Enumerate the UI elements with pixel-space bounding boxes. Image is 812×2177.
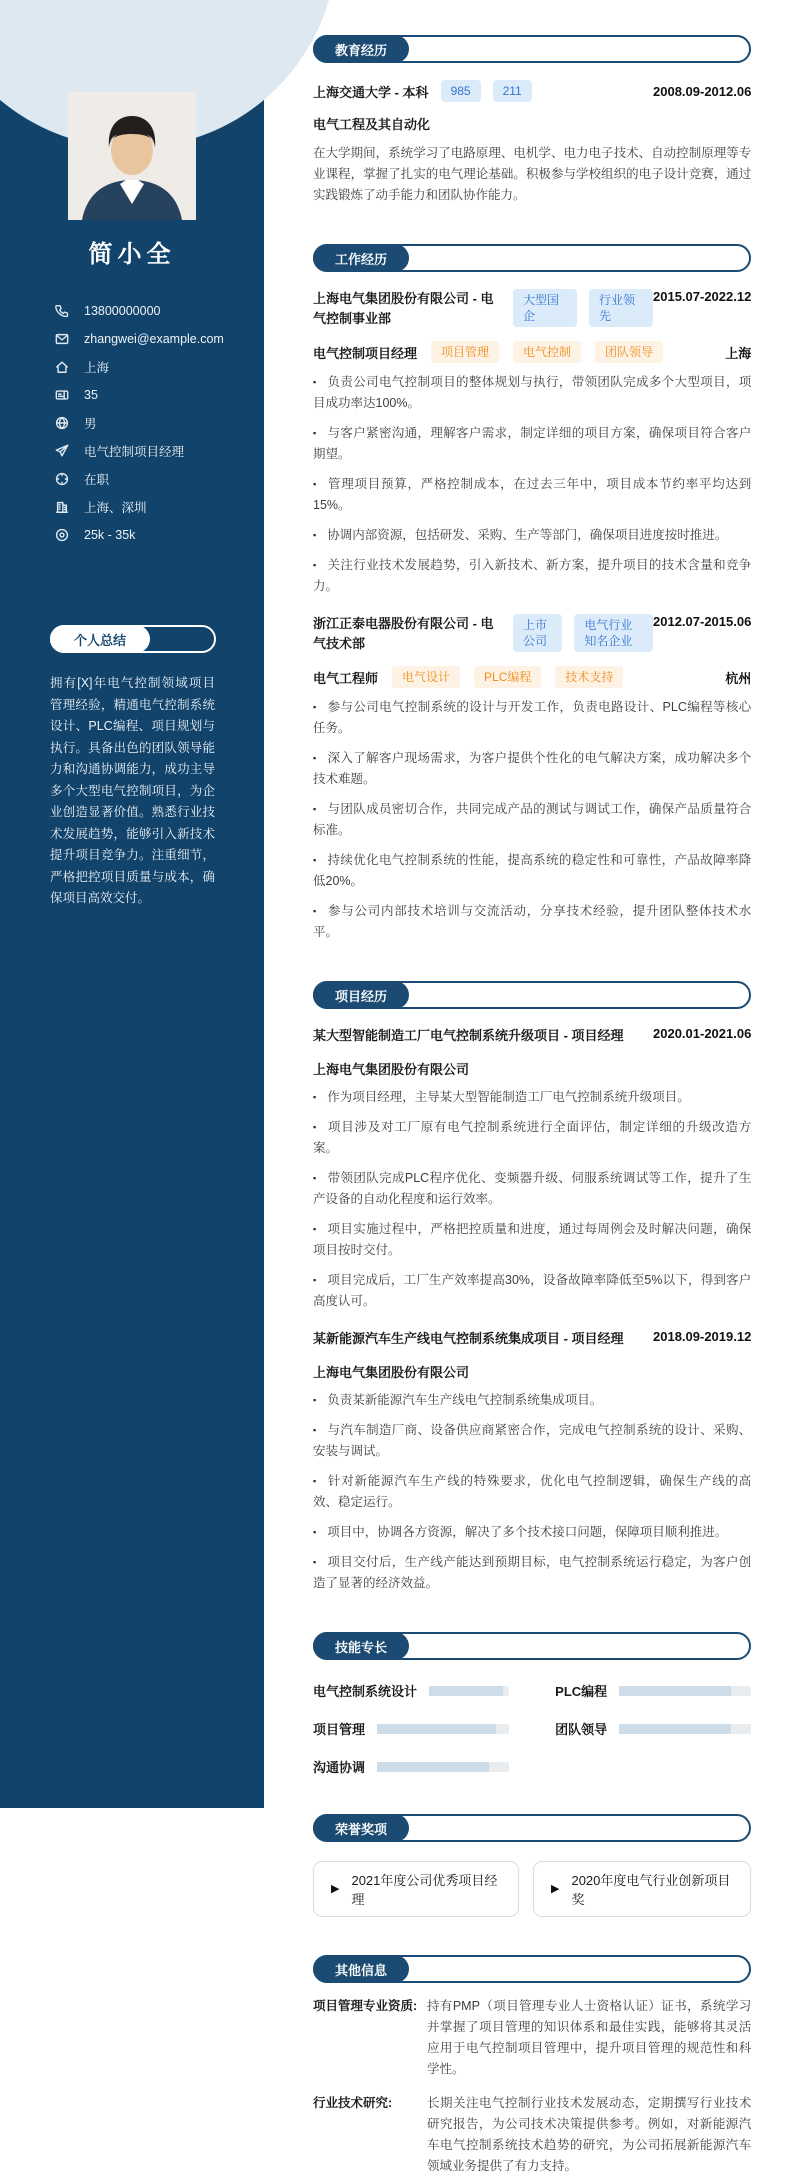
contact-location-value: 上海: [84, 361, 110, 375]
education-entry-header: [313, 80, 751, 102]
bullet-icon: ▪: [313, 753, 317, 763]
contact-phone-value: 13800000000: [84, 304, 161, 318]
project-bullet: ▪ 项目涉及对工厂原有电气控制系统进行全面评估，制定详细的升级改造方案。: [313, 1120, 752, 1155]
bullet-icon: ▪: [313, 1425, 317, 1435]
project-bullet: ▪ 项目中，协调各方资源，解决了多个技术接口问题，保障项目顺利推进。: [313, 1525, 728, 1539]
project-bullet: ▪ 带领团队完成PLC程序优化、变频器升级、伺服系统调试等工作，提升了生产设备的自动化程度和运行效率。: [313, 1171, 752, 1206]
projects-section: [313, 981, 751, 1594]
contact-list: [0, 297, 264, 549]
bullet-icon: ▪: [313, 1527, 317, 1537]
summary-text: 拥有[X]年电气控制领域项目管理经验，精通电气控制系统设计、PLC编程、项目规划与执行。具备出色的团队领导能力和沟通协调能力，成功主导多个大型电气控制项目，为企业创造显著价值。熟悉行业技术发展趋势，能够引入新技术提升项目竞争力。注重细节，严格把控项目质量与成本，确保项目高效交付。: [50, 676, 215, 905]
summary-section-title: 个人总结: [50, 625, 150, 653]
company-badge: 电气行业知名企业: [574, 614, 653, 652]
contact-phone: [55, 297, 244, 325]
projects-section-title: 项目经历: [313, 981, 409, 1009]
contact-cities: [55, 493, 244, 521]
contact-gender: [55, 409, 244, 437]
job-date: 2015.07-2022.12: [653, 289, 752, 304]
skill-bar: [619, 1686, 751, 1696]
project-company: 上海电气集团股份有限公司: [313, 1365, 470, 1380]
bullet-icon: ▪: [313, 1092, 317, 1102]
badge-985: 985: [441, 80, 481, 102]
contact-location: [55, 353, 244, 381]
bullet-icon: ▪: [313, 1557, 317, 1567]
education-description: 在大学期间，系统学习了电路原理、电机学、电力电子技术、自动控制原理等专业课程，掌握了扎实的电气理论基础。积极参与学校组织的电子设计竞赛，通过实践锻炼了动手能力和团队协作能力。: [313, 146, 752, 202]
job-bullet: ▪ 深入了解客户现场需求，为客户提供个性化的电气解决方案，成功解决多个技术难题。: [313, 751, 752, 786]
company-badge: 大型国企: [513, 289, 577, 327]
skill-bar-fill: [619, 1686, 731, 1696]
bullet-icon: ▪: [313, 1476, 317, 1486]
other-info-label: 行业技术研究:: [313, 2096, 393, 2110]
paper-plane-icon: [55, 444, 69, 458]
honors-section: [313, 1814, 751, 1917]
honor-label: 2021年度公司优秀项目经理: [351, 1873, 498, 1907]
project-bullet: ▪ 负责某新能源汽车生产线电气控制系统集成项目。: [313, 1393, 603, 1407]
company-name: 上海电气集团股份有限公司 - 电气控制事业部: [313, 291, 494, 326]
contact-salary-value: 25k - 35k: [84, 528, 136, 542]
job-bullet: ▪ 协调内部资源，包括研发、采购、生产等部门，确保项目进度按时推进。: [313, 528, 728, 542]
other-info-section-header: [313, 1955, 751, 1983]
summary-section-header: [50, 625, 216, 653]
bullet-icon: ▪: [313, 377, 317, 387]
candidate-name: 简小全: [88, 241, 176, 268]
person-portrait-icon: [68, 92, 196, 220]
other-info-row: [313, 1996, 751, 2080]
job-title: 电气控制项目经理: [313, 345, 418, 361]
school-name: 上海交通大学 - 本科: [313, 84, 429, 100]
other-info-label: 项目管理专业资质:: [313, 1999, 418, 2013]
honor-list: [313, 1861, 751, 1917]
bullet-icon: ▪: [313, 855, 317, 865]
work-section: [313, 244, 751, 943]
home-icon: [55, 360, 69, 374]
status-icon: [55, 472, 69, 486]
job-title: 电气工程师: [313, 670, 379, 686]
job-bullet: ▪ 参与公司电气控制系统的设计与开发工作，负责电路设计、PLC编程等核心任务。: [313, 700, 752, 735]
project-bullet: ▪ 作为项目经理，主导某大型智能制造工厂电气控制系统升级项目。: [313, 1090, 690, 1104]
contact-salary: [55, 521, 244, 549]
contact-job-intention: [55, 437, 244, 465]
work-section-title: 工作经历: [313, 244, 409, 272]
job-title-row: [313, 666, 751, 688]
work-section-header: [313, 244, 751, 272]
contact-job-intention-value: 电气控制项目经理: [84, 445, 185, 459]
job-bullet: ▪ 参与公司内部技术培训与交流活动，分享技术经验，提升团队整体技术水平。: [313, 904, 752, 939]
profile-photo: [68, 92, 196, 220]
job-tag: 电气设计: [392, 666, 460, 688]
project-bullet: ▪ 与汽车制造厂商、设备供应商紧密合作，完成电气控制系统的设计、采购、安装与调试。: [313, 1423, 752, 1458]
skill-bar-fill: [377, 1762, 489, 1772]
job-tag: 项目管理: [431, 341, 499, 363]
skill-bar: [377, 1762, 509, 1772]
job-bullet: ▪ 关注行业技术发展趋势，引入新技术、新方案，提升项目的技术含量和竞争力。: [313, 558, 752, 593]
bullet-icon: ▪: [313, 1173, 317, 1183]
company-badge: 上市公司: [513, 614, 562, 652]
mail-icon: [55, 332, 69, 346]
job-bullet: ▪ 与团队成员密切合作，共同完成产品的测试与调试工作，确保产品质量符合标准。: [313, 802, 752, 837]
contact-cities-value: 上海、深圳: [84, 501, 147, 515]
projects-section-header: [313, 981, 751, 1009]
honors-section-header: [313, 1814, 751, 1842]
contact-gender-value: 男: [84, 417, 97, 431]
play-icon: ▶: [331, 1882, 340, 1895]
job-entry: [313, 289, 751, 597]
company-badges: [513, 289, 653, 327]
project-company: 上海电气集团股份有限公司: [313, 1062, 470, 1077]
project-bullet: ▪ 针对新能源汽车生产线的特殊要求，优化电气控制逻辑，确保生产线的高效、稳定运行。: [313, 1474, 752, 1509]
contact-email: [55, 325, 244, 353]
job-tag: PLC编程: [474, 666, 541, 688]
bullet-icon: ▪: [313, 906, 317, 916]
job-title-row: [313, 341, 751, 363]
honors-section-title: 荣誉奖项: [313, 1814, 409, 1842]
skill-item: PLC编程: [555, 1681, 751, 1700]
phone-icon: [55, 304, 69, 318]
contact-email-value: zhangwei@example.com: [84, 332, 224, 346]
bullet-icon: ▪: [313, 479, 317, 489]
education-section: [313, 35, 751, 206]
id-card-icon: [55, 388, 69, 402]
bullet-icon: ▪: [313, 804, 317, 814]
skills-section-title: 技能专长: [313, 1632, 409, 1660]
job-bullet: ▪ 管理项目预算，严格控制成本，在过去三年中，项目成本节约率平均达到15%。: [313, 477, 752, 512]
honor-item: [313, 1861, 519, 1917]
skill-bar: [619, 1724, 751, 1734]
job-date: 2012.07-2015.06: [653, 614, 752, 629]
company-badges: [513, 614, 653, 652]
skill-item: 电气控制系统设计: [313, 1681, 509, 1700]
skill-bar-fill: [429, 1686, 503, 1696]
contact-age-value: 35: [84, 388, 98, 402]
bullet-icon: ▪: [313, 530, 317, 540]
other-info-text: 持有PMP（项目管理专业人士资格认证）证书，系统学习并掌握了项目管理的知识体系和最佳实践，能够将其灵活应用于电气控制项目管理中，提升项目管理的规范性和科学性。: [427, 1999, 752, 2076]
contact-status: [55, 465, 244, 493]
skills-grid: [313, 1681, 751, 1776]
other-info-text: 长期关注电气控制行业技术发展动态，定期撰写行业技术研究报告，为公司技术决策提供参考。例如，对新能源汽车电气控制系统技术趋势的研究，为公司拓展新能源汽车领域业务提供了有力支持。: [427, 2096, 752, 2173]
project-title: 某大型智能制造工厂电气控制系统升级项目 - 项目经理: [313, 1028, 624, 1043]
job-bullet: ▪ 负责公司电气控制项目的整体规划与执行，带领团队完成多个大型项目，项目成功率达100%。: [313, 375, 752, 410]
skill-bar: [377, 1724, 509, 1734]
job-city: 杭州: [725, 670, 752, 686]
job-tag: 团队领导: [595, 341, 663, 363]
other-info-row: [313, 2093, 751, 2177]
skill-bar-fill: [377, 1724, 496, 1734]
project-entry: [313, 1026, 751, 1312]
company-name: 浙江正泰电器股份有限公司 - 电气技术部: [313, 616, 494, 651]
bullet-icon: ▪: [313, 1224, 317, 1234]
skills-section-header: [313, 1632, 751, 1660]
skill-item: 团队领导: [555, 1719, 751, 1738]
skill-bar-fill: [619, 1724, 731, 1734]
job-tag: 电气控制: [513, 341, 581, 363]
bullet-icon: ▪: [313, 1395, 317, 1405]
project-date: 2020.01-2021.06: [653, 1026, 752, 1041]
bullet-icon: ▪: [313, 428, 317, 438]
project-date: 2018.09-2019.12: [653, 1329, 752, 1344]
bullet-icon: ▪: [313, 702, 317, 712]
play-icon: ▶: [551, 1882, 560, 1895]
target-icon: [55, 528, 69, 542]
other-info-section-title: 其他信息: [313, 1955, 409, 1983]
project-header: [313, 1329, 751, 1349]
contact-age: [55, 381, 244, 409]
bullet-icon: ▪: [313, 1275, 317, 1285]
job-header: [313, 614, 751, 654]
project-entry: [313, 1329, 751, 1594]
job-city: 上海: [725, 345, 752, 361]
job-entry: [313, 614, 751, 943]
globe-icon: [55, 416, 69, 430]
skills-section: [313, 1632, 751, 1776]
company-badge: 行业领先: [589, 289, 653, 327]
bullet-icon: ▪: [313, 1122, 317, 1132]
education-major: 电气工程及其自动化: [313, 117, 431, 132]
honor-item: [533, 1861, 751, 1917]
skill-item: 沟通协调: [313, 1757, 509, 1776]
honor-label: 2020年度电气行业创新项目奖: [571, 1873, 731, 1907]
education-section-header: [313, 35, 751, 63]
project-header: [313, 1026, 751, 1046]
skill-item: 项目管理: [313, 1719, 509, 1738]
job-tag: 技术支持: [555, 666, 623, 688]
project-bullet: ▪ 项目实施过程中，严格把控质量和进度，通过每周例会及时解决问题，确保项目按时交付。: [313, 1222, 752, 1257]
job-bullet: ▪ 持续优化电气控制系统的性能，提高系统的稳定性和可靠性，产品故障率降低20%。: [313, 853, 752, 888]
resume-body: [264, 0, 812, 2173]
other-info-section: [313, 1955, 751, 2177]
education-section-title: 教育经历: [313, 35, 409, 63]
education-date: 2008.09-2012.06: [653, 83, 752, 99]
skill-bar: [429, 1686, 509, 1696]
project-bullet: ▪ 项目完成后，工厂生产效率提高30%，设备故障率降低至5%以下，得到客户高度认可。: [313, 1273, 752, 1308]
job-bullet: ▪ 与客户紧密沟通，理解客户需求，制定详细的项目方案，确保项目符合客户期望。: [313, 426, 752, 461]
bullet-icon: ▪: [313, 560, 317, 570]
building-icon: [55, 500, 69, 514]
badge-211: 211: [493, 80, 532, 102]
project-bullet: ▪ 项目交付后，生产线产能达到预期目标，电气控制系统运行稳定，为客户创造了显著的经济效益。: [313, 1555, 752, 1590]
avatar-area: [0, 0, 264, 234]
job-header: [313, 289, 751, 329]
contact-status-value: 在职: [84, 473, 110, 487]
project-title: 某新能源汽车生产线电气控制系统集成项目 - 项目经理: [313, 1331, 624, 1346]
sidebar: [0, 0, 264, 1808]
